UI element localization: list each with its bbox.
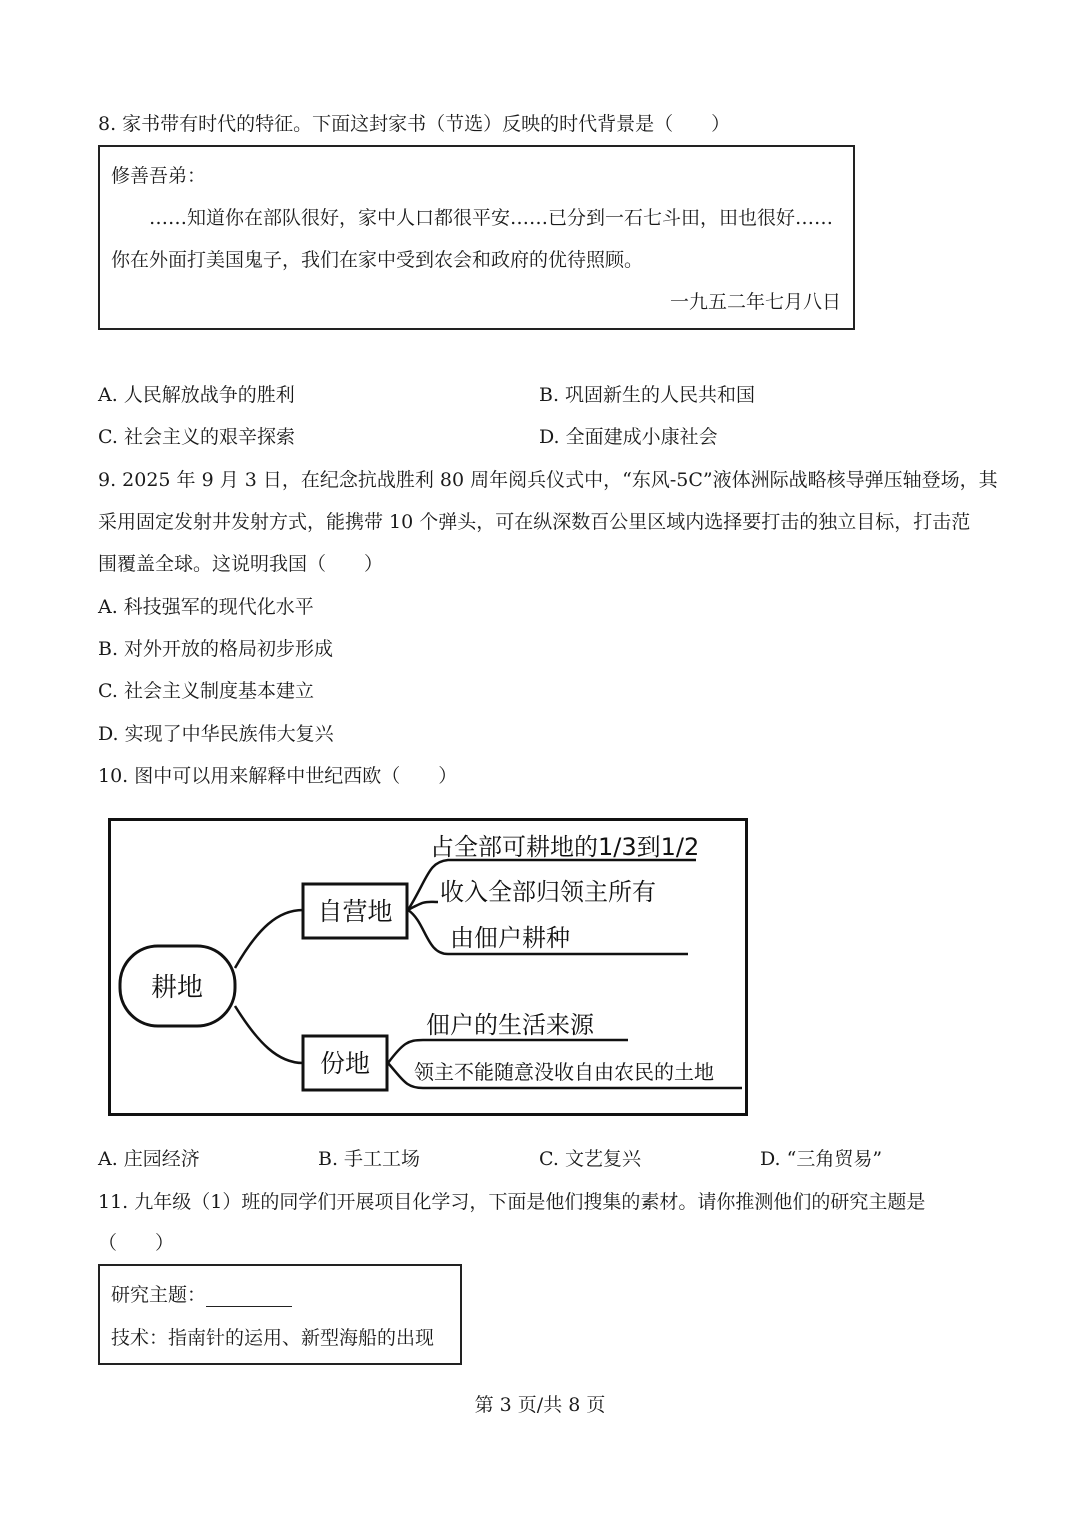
q11-material-box	[98, 1264, 462, 1365]
q9-stem-line1: 9. 2025 年 9 月 3 日，在纪念抗战胜利 80 周年阅兵仪式中，“东风-5C”液体洲际战略核导弹压轴登场，其	[98, 469, 998, 491]
q8-letter-body1: ……知道你在部队很好，家中人口都很平安……已分到一石七斗田，田也很好……	[149, 207, 834, 229]
q8-letter-salutation: 修善吾弟：	[111, 165, 207, 187]
q9-stem-line2: 采用固定发射井发射方式，能携带 10 个弹头，可在纵深数百公里区域内选择要打击的独立目标，打击范	[98, 511, 971, 533]
q8-stem: 8. 家书带有时代的特征。下面这封家书（节选）反映的时代背景是（ ）	[98, 113, 731, 135]
q8-letter-date: 一九五二年七月八日	[669, 291, 841, 313]
q10-option-d: D. “三角贸易”	[760, 1148, 883, 1170]
q9-option-c: C. 社会主义制度基本建立	[98, 680, 314, 702]
mind-map-branch1-item3: 由佃户耕种	[450, 924, 570, 952]
q8-option-a: A. 人民解放战争的胜利	[98, 384, 295, 406]
q9-stem-line3: 围覆盖全球。这说明我国（ ）	[98, 553, 384, 575]
q10-option-a: A. 庄园经济	[98, 1148, 200, 1170]
mind-map-branch1-item2: 收入全部归领主所有	[440, 878, 656, 906]
page-footer: 第 3 页/共 8 页	[474, 1394, 606, 1416]
q11-topic-label: 研究主题：	[111, 1284, 207, 1306]
q8-letter-body2: 你在外面打美国鬼子，我们在家中受到农会和政府的优待照顾。	[111, 249, 644, 271]
mind-map-branch1-item1: 占全部可耕地的1/3到1/2	[430, 833, 700, 861]
q9-option-b: B. 对外开放的格局初步形成	[98, 638, 334, 660]
mind-map-branch2-label: 份地	[319, 1049, 371, 1078]
q10-option-b: B. 手工工场	[318, 1148, 421, 1170]
q8-letter-box	[98, 145, 855, 330]
q11-tech-line: 技术：指南针的运用、新型海船的出现	[111, 1327, 435, 1349]
farmland-mind-map	[108, 818, 748, 1116]
q10-option-c: C. 文艺复兴	[539, 1148, 641, 1170]
q10-stem: 10. 图中可以用来解释中世纪西欧（ ）	[98, 765, 458, 787]
q11-topic-row	[111, 1283, 292, 1307]
q11-stem: 11. 九年级（1）班的同学们开展项目化学习，下面是他们搜集的素材。请你推测他们的研究主题是	[98, 1191, 926, 1213]
mind-map-branch2-item1: 佃户的生活来源	[426, 1011, 594, 1039]
mind-map-branch1-label: 自营地	[317, 897, 393, 926]
q8-option-d: D. 全面建成小康社会	[539, 426, 718, 448]
q9-option-a: A. 科技强军的现代化水平	[98, 596, 314, 618]
mind-map-branch2-item2: 领主不能随意没收自由农民的土地	[414, 1060, 714, 1084]
q11-topic-blank	[206, 1288, 292, 1307]
q8-option-c: C. 社会主义的艰辛探索	[98, 426, 295, 448]
q9-option-d: D. 实现了中华民族伟大复兴	[98, 723, 334, 745]
q8-option-b: B. 巩固新生的人民共和国	[539, 384, 756, 406]
q11-stem-bracket: （ ）	[98, 1232, 175, 1254]
mind-map-root-label: 耕地	[150, 973, 204, 1003]
